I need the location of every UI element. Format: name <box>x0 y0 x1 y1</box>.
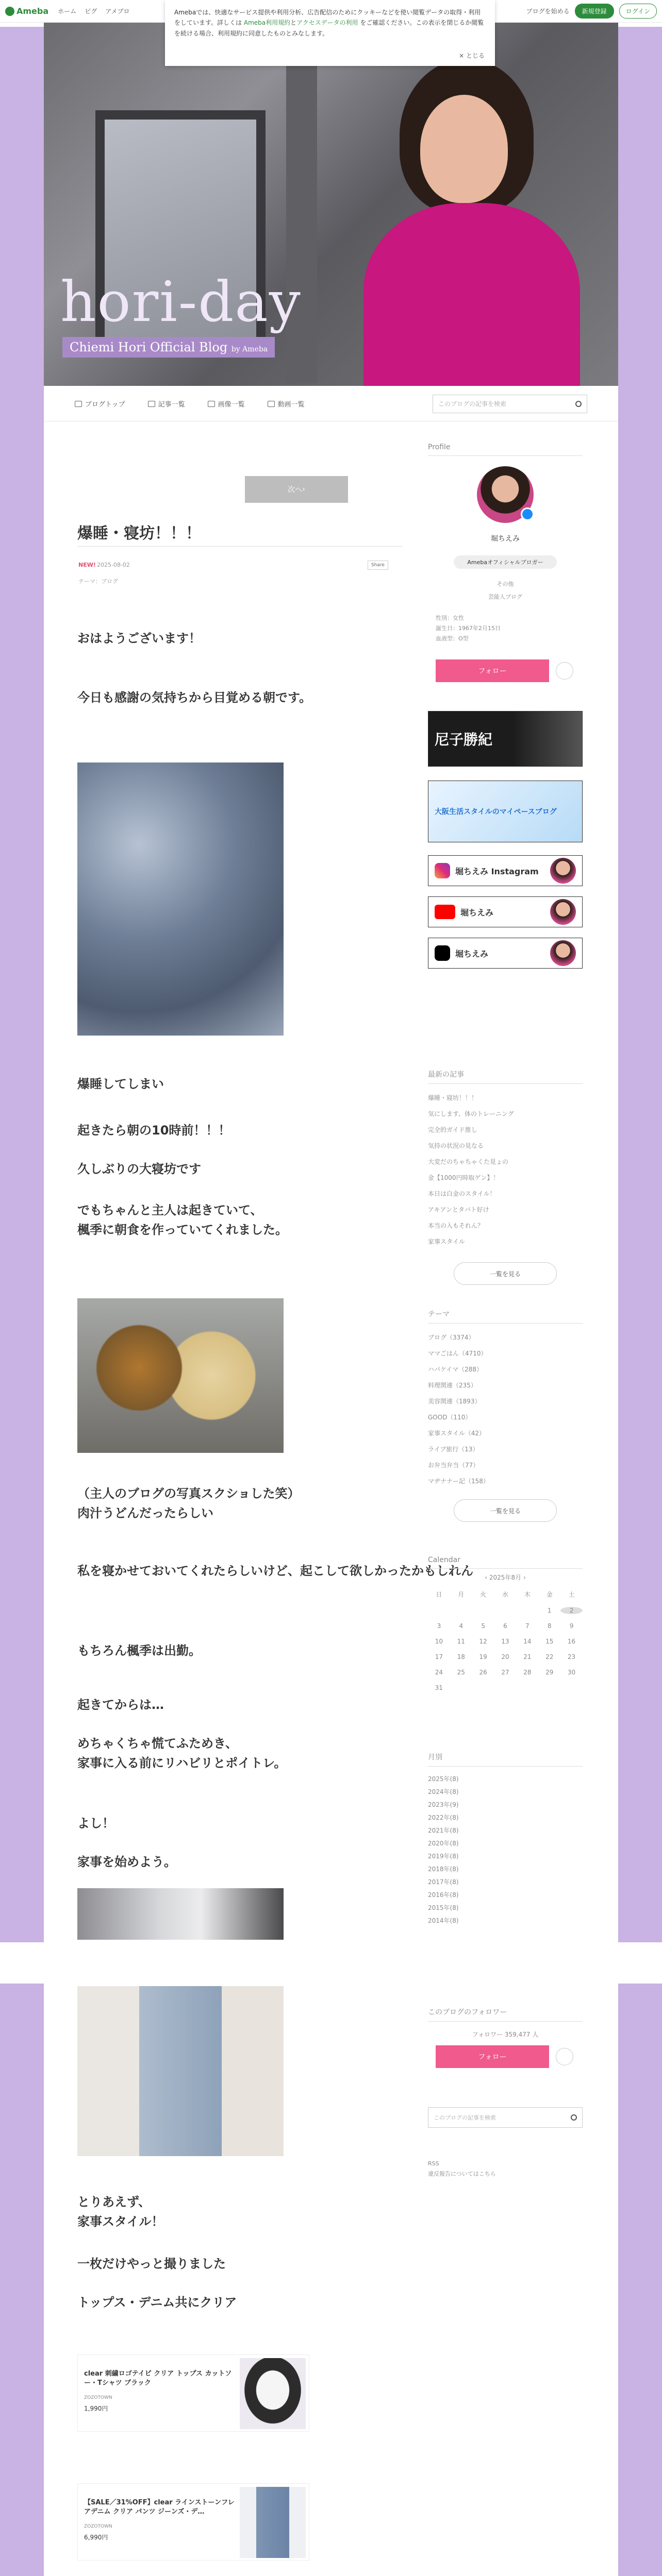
archive-link[interactable]: 2016年(8) <box>428 1891 459 1899</box>
archive-link[interactable]: 2023年(9) <box>428 1801 459 1808</box>
post-paragraph: めちゃくちゃ慌てふためき、 家事に入る前にリハビリとポイトレ。 <box>77 1736 287 1771</box>
theme-link[interactable]: 家事スタイル（42） <box>428 1430 486 1437</box>
recent-post-link[interactable]: 本日は白金のスタイル！ <box>428 1190 496 1197</box>
calendar-day[interactable]: 16 <box>567 1638 576 1645</box>
post-image-sky[interactable] <box>77 762 284 1036</box>
post-theme[interactable]: テーマ：ブログ <box>78 578 118 585</box>
more-icon[interactable] <box>556 662 573 680</box>
home-icon <box>75 401 82 407</box>
product-card[interactable]: 【SALE／31%OFF】clear ラインストーンフレアデニム クリア パンツ ジーンズ・デ… ZOZOTOWN 6,990円 <box>77 2483 309 2561</box>
calendar-day[interactable]: 4 <box>459 1622 464 1630</box>
archive-heading: 月別 <box>428 1752 583 1767</box>
youtube-banner[interactable]: 堀ちえみ <box>428 896 583 927</box>
camera-icon <box>208 401 215 407</box>
calendar-day[interactable]: 24 <box>435 1669 443 1676</box>
nav-pigg[interactable]: ピグ <box>85 8 97 15</box>
post-paragraph: 一枚だけやっと撮りました <box>77 2257 226 2271</box>
cookie-notice: Amebaでは、快適なサービス提供や利用分析、広告配信のためにクッキーなどを使い閲覧データの取得・利用をしています。詳しくは Ameba利用規約とアクセスデータの利用 をご確認ください。この表示を閉じるか閲覧を続ける場合、利用規約に同意したものとみなします。 × とじる <box>165 0 495 66</box>
follow-button[interactable]: フォロー <box>436 2045 549 2068</box>
profile-genre[interactable]: 芸能人ブログ <box>488 594 522 600</box>
post-paragraph: もちろん楓季は出勤。 <box>77 1643 201 1658</box>
theme-more-button[interactable]: 一覧を見る <box>454 1499 557 1522</box>
right-background-band <box>618 27 662 2576</box>
calendar-day[interactable]: 11 <box>457 1638 465 1645</box>
calendar-day[interactable]: 9 <box>569 1622 574 1630</box>
cookie-close-button[interactable]: × とじる <box>459 52 485 59</box>
post-paragraph: 起きたら朝の10時前！！！ <box>77 1123 231 1138</box>
recent-post-link[interactable]: 爆睡・寝坊！！！ <box>428 1094 478 1101</box>
divider <box>77 546 402 547</box>
blog-header[interactable] <box>44 23 618 386</box>
blog-title: hori-day <box>60 270 302 334</box>
calendar-month[interactable]: ‹ 2025年8月 › <box>485 1574 526 1581</box>
recent-post-link[interactable]: 金【1000円時取ゲン】！ <box>428 1174 500 1181</box>
calendar: Calendar ‹ 2025年8月 › 日 月 火 水 木 金 土 1 2 3 4 5 6 7 8 9 10 11 12 13 14 15 16 17 18 19 20 21 22 23 24 25 26 27 28 29 30 31 <box>428 1556 583 1691</box>
left-background-band <box>0 27 44 2576</box>
follower-heading: このブログのフォロワー <box>428 2007 583 2022</box>
calendar-day[interactable]: 21 <box>523 1653 532 1660</box>
login-button[interactable]: ログイン <box>619 4 657 19</box>
post-paragraph: でもちゃんと主人は起きていて、 楓季に朝食を作っていてくれました。 <box>77 1203 288 1238</box>
x-banner[interactable]: 堀ちえみ <box>428 938 583 969</box>
calendar-day[interactable]: 5 <box>481 1622 485 1630</box>
theme-link[interactable]: マヂナナー記（158） <box>428 1478 489 1485</box>
access-data-link[interactable]: アクセスデータの利用 <box>296 19 358 27</box>
blog-search-input[interactable]: このブログの記事を検索 <box>433 395 587 413</box>
post-image-selfie[interactable] <box>77 1888 284 1940</box>
calendar-day[interactable]: 1 <box>547 1607 552 1614</box>
archive-link[interactable]: 2015年(8) <box>428 1904 459 1911</box>
theme-link[interactable]: ママごはん（4710） <box>428 1350 487 1357</box>
product-card[interactable]: clear 刺繍ロゴテイピ クリア トップス カットソー・Tシャツ ブラック ZOZOTOWN 1,990円 <box>77 2354 309 2432</box>
calendar-day[interactable]: 7 <box>525 1622 529 1630</box>
recent-post-link[interactable]: 完全的ガイド推し <box>428 1126 477 1133</box>
calendar-grid: 日 月 火 水 木 金 土 1 2 3 4 5 6 7 8 9 10 11 12 13 14 15 16 17 18 19 20 21 22 23 24 25 26 27 28 29 30 31 <box>428 1590 583 1691</box>
post-paragraph: 爆睡してしまい <box>77 1077 164 1091</box>
theme-link[interactable]: 美容関連（1893） <box>428 1398 481 1405</box>
follower-count: フォロワー 359,477 人 <box>472 2031 539 2038</box>
nav-image-list[interactable]: 画像一覧 <box>208 399 245 409</box>
recent-post-link[interactable]: 家事スタイル <box>428 1238 465 1245</box>
theme-link[interactable]: ブログ（3374） <box>428 1334 475 1341</box>
profile-info: 性別：女性 誕生日：1967年2月15日 血液型：O型 <box>436 615 501 642</box>
calendar-day[interactable]: 18 <box>457 1653 465 1660</box>
archive-link[interactable]: 2024年(8) <box>428 1788 459 1795</box>
calendar-day[interactable]: 10 <box>435 1638 443 1645</box>
theme-link[interactable]: お弁当弁当（77） <box>428 1462 479 1469</box>
calendar-day[interactable]: 27 <box>501 1669 509 1676</box>
x-icon <box>435 945 450 961</box>
nav-video-list[interactable]: 動画一覧 <box>268 399 305 409</box>
theme-link[interactable]: ハパケイマ（288） <box>428 1366 483 1373</box>
recent-posts-list <box>428 1090 583 1249</box>
archive-list <box>428 1772 583 1927</box>
archive-link[interactable]: 2014年(8) <box>428 1917 459 1924</box>
calendar-day[interactable]: 19 <box>479 1653 487 1660</box>
calendar-day[interactable]: 17 <box>435 1653 443 1660</box>
profile-name[interactable]: 堀ちえみ <box>491 535 520 543</box>
follow-button[interactable]: フォロー <box>436 659 549 682</box>
instagram-icon <box>435 863 450 878</box>
calendar-day[interactable]: 12 <box>479 1638 487 1645</box>
theme-heading: テーマ <box>428 1309 583 1324</box>
start-blog-link[interactable]: ブログを始める <box>526 8 570 15</box>
calendar-day[interactable]: 3 <box>437 1622 441 1630</box>
recent-post-link[interactable]: 気持の状況の見なる <box>428 1142 484 1149</box>
search-icon[interactable] <box>571 2114 577 2121</box>
verified-icon <box>521 507 534 521</box>
archive-link[interactable]: 2018年(8) <box>428 1866 459 1873</box>
youtube-icon <box>435 905 455 919</box>
calendar-day[interactable]: 26 <box>479 1669 487 1676</box>
instagram-banner[interactable]: 堀ちえみ Instagram <box>428 855 583 886</box>
banner-link[interactable]: 尼子勝紀 <box>428 711 583 767</box>
calendar-day[interactable]: 20 <box>501 1653 509 1660</box>
post-paragraph: とりあえず、 家事スタイル！ <box>77 2195 164 2229</box>
nav-entry-list[interactable]: 記事一覧 <box>148 399 185 409</box>
archive-link[interactable]: 2021年(8) <box>428 1827 459 1834</box>
search-icon[interactable] <box>575 401 582 407</box>
calendar-day[interactable]: 22 <box>545 1653 554 1660</box>
post-image-outfit[interactable] <box>77 1986 284 2156</box>
register-button[interactable]: 新規登録 <box>575 4 614 19</box>
calendar-day[interactable]: 28 <box>523 1669 532 1676</box>
archive-link[interactable]: 2025年(8) <box>428 1775 459 1783</box>
calendar-day[interactable]: 23 <box>567 1653 576 1660</box>
ameba-logo-icon <box>5 7 14 16</box>
recent-more-button[interactable]: 一覧を見る <box>454 1262 557 1285</box>
calendar-day[interactable]: 14 <box>523 1638 532 1645</box>
report-link[interactable]: 違反報告についてはこちら <box>428 2170 496 2177</box>
archive-link[interactable]: 2020年(8) <box>428 1840 459 1847</box>
official-blogger-badge: Amebaオフィシャルブロガー <box>454 555 557 569</box>
calendar-day[interactable]: 30 <box>567 1669 576 1676</box>
header-portrait <box>358 54 585 386</box>
theme-link[interactable]: 料理関連（235） <box>428 1382 477 1389</box>
blog-nav <box>44 386 618 421</box>
share-button[interactable]: Share <box>368 561 388 570</box>
product-image <box>240 2487 306 2558</box>
post-paragraph: よし！ <box>77 1816 114 1831</box>
banner-link[interactable]: 大阪生活スタイルのマイペースブログ <box>428 781 583 842</box>
archive-link[interactable]: 2017年(8) <box>428 1878 459 1886</box>
post-title[interactable]: 爆睡・寝坊！！！ <box>77 524 201 543</box>
profile-category: その他 <box>496 581 514 587</box>
theme-link[interactable]: GOOD（110） <box>428 1414 472 1421</box>
post-paragraph: 起きてからは… <box>77 1698 164 1712</box>
recent-posts-heading: 最新の記事 <box>428 1069 583 1084</box>
calendar-day[interactable]: 31 <box>435 1684 443 1691</box>
post-paragraph: 久しぶりの大寝坊です <box>77 1162 201 1176</box>
ameba-logo[interactable]: Ameba <box>5 6 48 16</box>
post-paragraph: 今日も感謝の気持ちから目覚める朝です。 <box>77 690 312 705</box>
theme-list <box>428 1329 583 1489</box>
new-badge: NEW! <box>78 562 96 568</box>
post-date: 2025-08-02 <box>97 562 130 568</box>
post-paragraph: 家事を始めよう。 <box>77 1855 176 1869</box>
theme-link[interactable]: ライブ旅行（13） <box>428 1446 479 1453</box>
terms-link[interactable]: Ameba利用規約 <box>243 19 291 27</box>
post-paragraph: おはようございます！ <box>77 631 201 646</box>
product-image <box>240 2358 306 2429</box>
post-paragraph: トップス・デニム共にクリア <box>77 2295 237 2310</box>
calendar-day[interactable]: 29 <box>545 1669 554 1676</box>
sidebar-search-input[interactable]: このブログの記事を検索 <box>428 2107 583 2128</box>
post-paragraph: （主人のブログの写真スクショした笑） 肉汁うどんだったらしい <box>77 1486 300 1521</box>
calendar-day[interactable]: 8 <box>547 1622 552 1630</box>
calendar-day[interactable]: 2 <box>560 1607 583 1614</box>
next-post-button[interactable]: 次へ › <box>245 476 348 503</box>
video-icon <box>268 401 275 407</box>
calendar-day[interactable]: 15 <box>545 1638 554 1645</box>
footer-links <box>428 2159 496 2179</box>
archive-link[interactable]: 2022年(8) <box>428 1814 459 1821</box>
more-icon[interactable] <box>556 2048 573 2065</box>
page-break <box>0 1942 662 1984</box>
rss-link[interactable]: RSS <box>428 2160 439 2167</box>
recent-post-link[interactable]: 大変だのちゃちゃくた見ょの <box>428 1158 509 1165</box>
post-image-udon[interactable] <box>77 1298 284 1453</box>
blog-subtitle: Chiemi Hori Official Blog by Ameba <box>62 337 275 358</box>
calendar-day[interactable]: 25 <box>457 1669 465 1676</box>
list-icon <box>148 401 155 407</box>
recent-post-link[interactable]: 気にします、体のトレーニング <box>428 1110 514 1117</box>
post-paragraph: 私を寝かせておいてくれたらしいけど、起こして欲しかったかもしれん <box>77 1564 473 1578</box>
calendar-day[interactable]: 13 <box>501 1638 509 1645</box>
archive-link[interactable]: 2019年(8) <box>428 1853 459 1860</box>
nav-home[interactable]: ホーム <box>58 8 77 15</box>
recent-post-link[interactable]: アキアンとタバト好け <box>428 1206 489 1213</box>
recent-post-link[interactable]: 本当の入もそれん？ <box>428 1222 484 1229</box>
nav-blog-top[interactable]: ブログトップ <box>75 399 125 409</box>
sidebar-profile-heading: Profile <box>428 443 583 456</box>
calendar-day[interactable]: 6 <box>503 1622 507 1630</box>
nav-ameblo[interactable]: アメブロ <box>105 8 130 15</box>
